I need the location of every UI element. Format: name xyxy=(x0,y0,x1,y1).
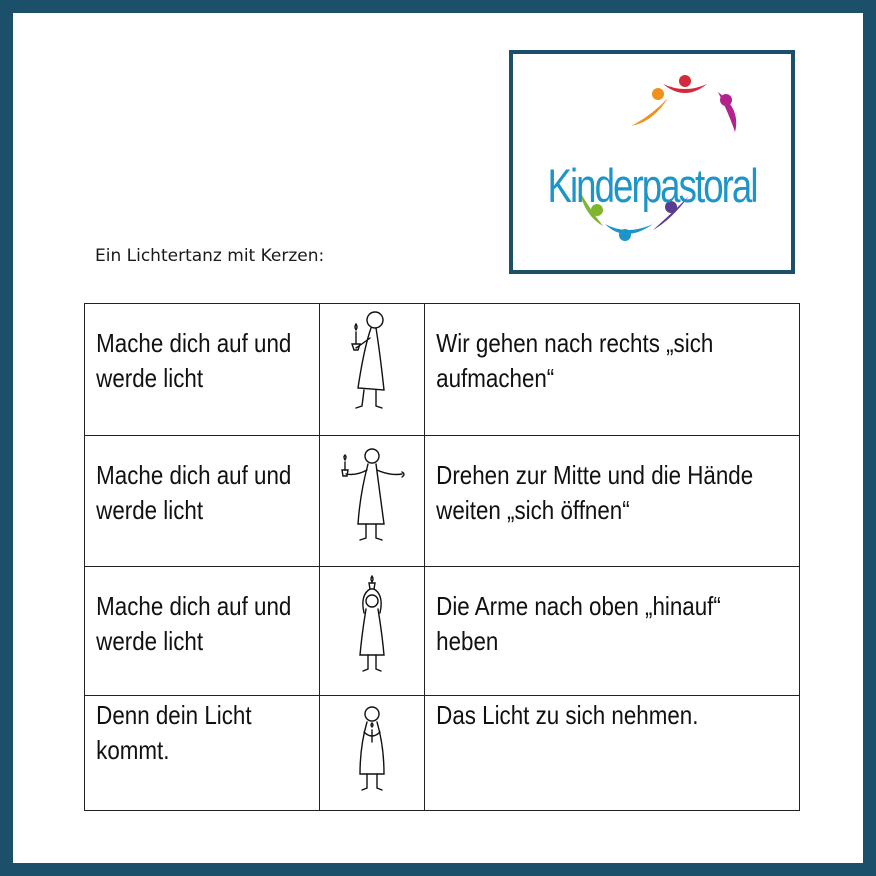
lyric-cell xyxy=(85,696,320,811)
lyric-cell xyxy=(85,567,320,696)
table-row xyxy=(85,567,800,696)
action-text: Das Licht zu sich nehmen. xyxy=(436,700,699,730)
kinderpastoral-logo xyxy=(509,50,795,274)
action-text: Die Arme nach oben „hinauf“ heben xyxy=(436,591,721,656)
figure-arms-up-icon xyxy=(352,573,392,677)
figure-arms-open-icon xyxy=(334,444,410,548)
table-row xyxy=(85,304,800,436)
figure-cell xyxy=(320,304,425,436)
logo-figure-magenta xyxy=(718,92,736,132)
figure-cell xyxy=(320,567,425,696)
action-cell xyxy=(425,567,800,696)
lyric-text: Mache dich auf und werde licht xyxy=(96,460,292,525)
action-cell xyxy=(425,304,800,436)
action-text: Wir gehen nach rechts „sich aufmachen“ xyxy=(436,328,714,393)
figure-cell xyxy=(320,696,425,811)
figure-candle-held-icon xyxy=(352,702,392,798)
intro-text: Ein Lichtertanz mit Kerzen: xyxy=(95,246,325,266)
figure-cell xyxy=(320,436,425,567)
lyric-cell xyxy=(85,436,320,567)
logo-wordmark: Kinderpastoral xyxy=(547,159,757,212)
lyric-text: Mache dich auf und werde licht xyxy=(96,591,292,656)
lyric-text: Denn dein Licht kommt. xyxy=(96,700,252,765)
lyric-text: Mache dich auf und werde licht xyxy=(96,328,292,393)
logo-figure-red xyxy=(663,75,707,93)
logo-figure-blue xyxy=(605,224,653,241)
figure-candle-walking-icon xyxy=(342,308,402,418)
lyric-cell xyxy=(85,304,320,436)
action-cell xyxy=(425,436,800,567)
table-row xyxy=(85,436,800,567)
action-text: Drehen zur Mitte und die Hände weiten „sich öffnen“ xyxy=(436,460,754,525)
table-row xyxy=(85,696,800,811)
dance-table xyxy=(84,303,800,811)
logo-figure-orange xyxy=(631,88,668,126)
action-cell xyxy=(425,696,800,811)
